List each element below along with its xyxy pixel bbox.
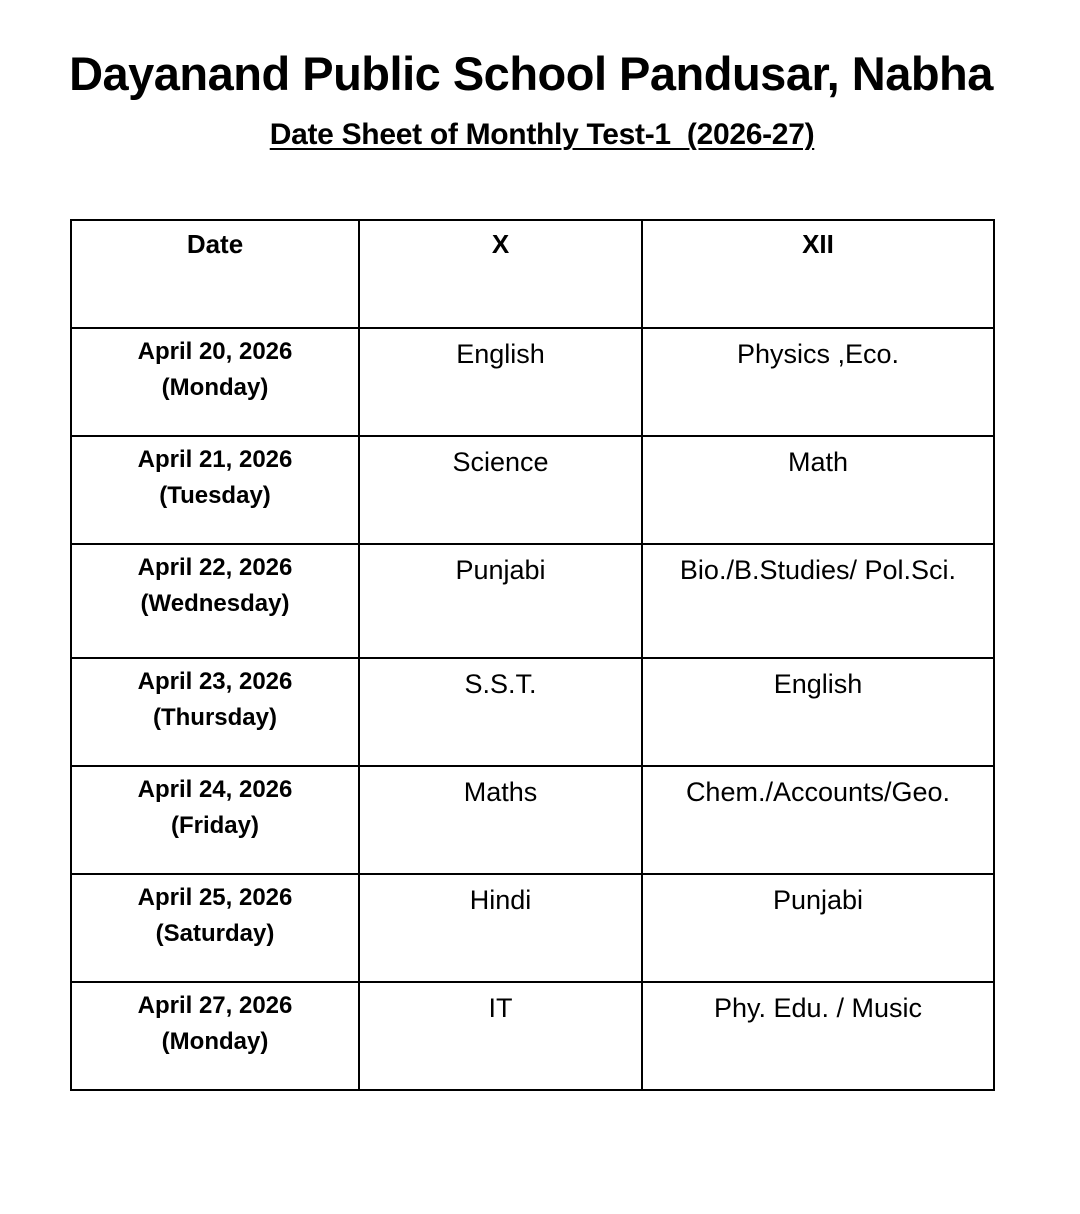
class-x-cell xyxy=(359,874,642,982)
class-x-subject: S.S.T. xyxy=(464,669,537,699)
date: April 25, 2026 xyxy=(137,884,293,911)
class-xii-subject: Bio./B.Studies/ Pol.Sci. xyxy=(679,555,957,585)
class-xii-subject: Punjabi xyxy=(772,885,864,915)
class-xii-subject: Physics ,Eco. xyxy=(736,339,900,369)
class-x-subject: English xyxy=(456,339,545,369)
class-xii-cell xyxy=(642,436,994,544)
school-name: Dayanand Public School Pandusar, Nabha xyxy=(69,47,993,100)
class-xii-cell xyxy=(642,874,994,982)
date: April 23, 2026 xyxy=(137,668,293,695)
weekday: (Tuesday) xyxy=(159,482,271,509)
header-class-x: X xyxy=(359,220,642,328)
date-cell xyxy=(71,874,359,982)
weekday: (Wednesday) xyxy=(140,590,290,617)
date-cell xyxy=(71,544,359,658)
class-x-subject: Punjabi xyxy=(455,555,546,585)
table-row xyxy=(71,982,994,1090)
weekday: (Saturday) xyxy=(155,920,275,947)
date-cell xyxy=(71,328,359,436)
table-row xyxy=(71,328,994,436)
class-xii-subject: Math xyxy=(787,447,849,477)
weekday: (Monday) xyxy=(161,374,269,401)
class-x-subject: Science xyxy=(452,447,549,477)
class-xii-cell xyxy=(642,982,994,1090)
class-xii-cell xyxy=(642,766,994,874)
table-row xyxy=(71,544,994,658)
class-x-cell xyxy=(359,766,642,874)
class-x-cell xyxy=(359,328,642,436)
class-xii-cell xyxy=(642,658,994,766)
date: April 20, 2026 xyxy=(137,338,293,365)
date-cell xyxy=(71,658,359,766)
class-x-cell xyxy=(359,658,642,766)
weekday: (Thursday) xyxy=(152,704,277,731)
date: April 27, 2026 xyxy=(137,992,293,1019)
class-x-subject: IT xyxy=(488,993,513,1023)
date-cell xyxy=(71,766,359,874)
weekday: (Monday) xyxy=(161,1028,269,1055)
class-xii-subject: Phy. Edu. / Music xyxy=(713,993,923,1023)
date-sheet-table xyxy=(70,219,995,1091)
date: April 24, 2026 xyxy=(137,776,293,803)
date: April 21, 2026 xyxy=(137,446,293,473)
date-cell xyxy=(71,982,359,1090)
class-x-cell xyxy=(359,544,642,658)
class-xii-cell xyxy=(642,544,994,658)
table-row xyxy=(71,658,994,766)
class-x-subject: Maths xyxy=(463,777,538,807)
table-row xyxy=(71,874,994,982)
class-x-cell xyxy=(359,982,642,1090)
header-class-xii: XII xyxy=(642,220,994,328)
date: April 22, 2026 xyxy=(137,554,293,581)
header-date: Date xyxy=(71,220,359,328)
date-cell xyxy=(71,436,359,544)
class-xii-cell xyxy=(642,328,994,436)
class-xii-subject: Chem./Accounts/Geo. xyxy=(685,777,951,807)
weekday: (Friday) xyxy=(170,812,259,839)
date-sheet-title: Date Sheet of Monthly Test-1 (2026-27) xyxy=(269,118,815,151)
table-header-row xyxy=(71,220,994,328)
table-row xyxy=(71,436,994,544)
class-x-subject: Hindi xyxy=(469,885,532,915)
class-x-cell xyxy=(359,436,642,544)
class-xii-subject: English xyxy=(773,669,863,699)
table-row xyxy=(71,766,994,874)
